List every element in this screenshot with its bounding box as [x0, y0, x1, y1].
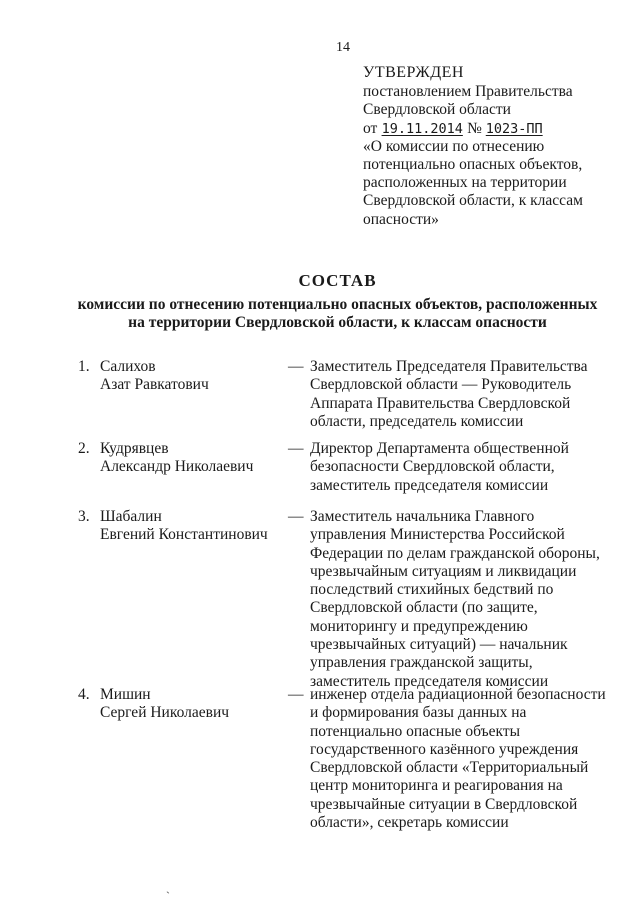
scan-speck-mark: ˏ [166, 880, 170, 894]
approval-line-2: Свердловской области [363, 101, 511, 119]
approval-date-value: 19.11.2014 [381, 120, 463, 137]
member-number: 3. [78, 508, 90, 525]
member-role-line: заместитель председателя комиссии [310, 672, 549, 690]
member-role-line: государственного казённого учреждения [310, 740, 579, 758]
member-role-line: Заместитель Председателя Правительства [310, 358, 588, 375]
page-number: 14 [336, 40, 350, 55]
member-role-line: Свердловской области — Руководитель [310, 376, 572, 394]
document-title-block [60, 271, 615, 332]
member-role-line: мониторингу и предупреждению [310, 617, 528, 635]
member-surname: Салихов [100, 358, 156, 375]
member-number: 4. [78, 686, 90, 703]
member-role-line: области, председатель комиссии [310, 412, 524, 430]
member-name [100, 508, 280, 545]
member-role-line: области», секретарь комиссии [310, 814, 509, 832]
approval-line-1: постановлением Правительства [363, 83, 573, 101]
approval-title-line: потенциально опасных объектов, [363, 156, 583, 174]
approval-date-line [363, 120, 623, 138]
document-subtitle [60, 296, 615, 332]
approval-number-prefix: № [467, 119, 482, 137]
member-name [100, 440, 280, 477]
member-role-line: Аппарата Правительства Свердловской [310, 394, 571, 412]
member-dash: — [288, 686, 304, 703]
approval-number-value: 1023-ПП [485, 120, 543, 137]
member-role-line: заместитель председателя комиссии [310, 476, 549, 494]
approval-title-line: расположенных на территории [363, 174, 567, 192]
member-name [100, 686, 280, 723]
member-role-line: и формирования базы данных на [310, 704, 527, 722]
member-role-line: Свердловской области «Территориальный [310, 759, 589, 777]
approval-title-line: «О комиссии по отнесению [363, 137, 545, 155]
document-subtitle-line: комиссии по отнесению потенциально опасных объектов, расположенных [77, 296, 598, 313]
member-role [310, 508, 610, 691]
member-surname: Кудрявцев [100, 440, 169, 457]
member-given-names: Азат Равкатович [100, 376, 209, 394]
member-name [100, 358, 280, 395]
member-role [310, 358, 610, 431]
member-number: 2. [78, 440, 90, 457]
member-role [310, 440, 610, 495]
approval-stamp-block [363, 64, 623, 229]
member-role-line: последствий стихийных бедствий по [310, 581, 554, 599]
member-role-line: чрезвычайные ситуации в Свердловской [310, 795, 578, 813]
member-role-line: управления Министерства Российской [310, 526, 565, 544]
member-dash: — [288, 440, 304, 457]
member-given-names: Сергей Николаевич [100, 704, 230, 722]
member-role-line: центр мониторинга и реагирования на [310, 777, 563, 795]
member-role-line: Федерации по делам гражданской обороны, [310, 544, 600, 562]
approval-title-line: опасности» [363, 210, 439, 228]
member-role-line: чрезвычайным ситуациям и ликвидации [310, 562, 577, 580]
member-surname: Шабалин [100, 508, 162, 525]
member-number: 1. [78, 358, 90, 375]
member-role-line: инженер отдела радиационной безопасности [310, 686, 606, 703]
approval-heading: УТВЕРЖДЕН [363, 64, 464, 81]
member-dash: — [288, 358, 304, 375]
approval-title-line: Свердловской области, к классам [363, 192, 583, 210]
member-dash: — [288, 508, 304, 525]
member-given-names: Евгений Константинович [100, 526, 268, 544]
approval-date-prefix: от [363, 119, 378, 137]
member-role-line: управления гражданской защиты, [310, 654, 533, 672]
document-subtitle-line: на территории Свердловской области, к классам опасности [128, 314, 547, 331]
member-role-line: чрезвычайных ситуаций) — начальник [310, 636, 568, 654]
member-role-line: безопасности Свердловской области, [310, 458, 555, 476]
member-role [310, 686, 610, 832]
document-title: СОСТАВ [298, 271, 377, 290]
member-given-names: Александр Николаевич [100, 458, 254, 476]
member-role-line: Свердловской области (по защите, [310, 599, 538, 617]
member-role-line: потенциально опасные объекты [310, 722, 521, 740]
member-role-line: Директор Департамента общественной [310, 440, 569, 457]
member-surname: Мишин [100, 686, 151, 703]
member-role-line: Заместитель начальника Главного [310, 508, 535, 525]
